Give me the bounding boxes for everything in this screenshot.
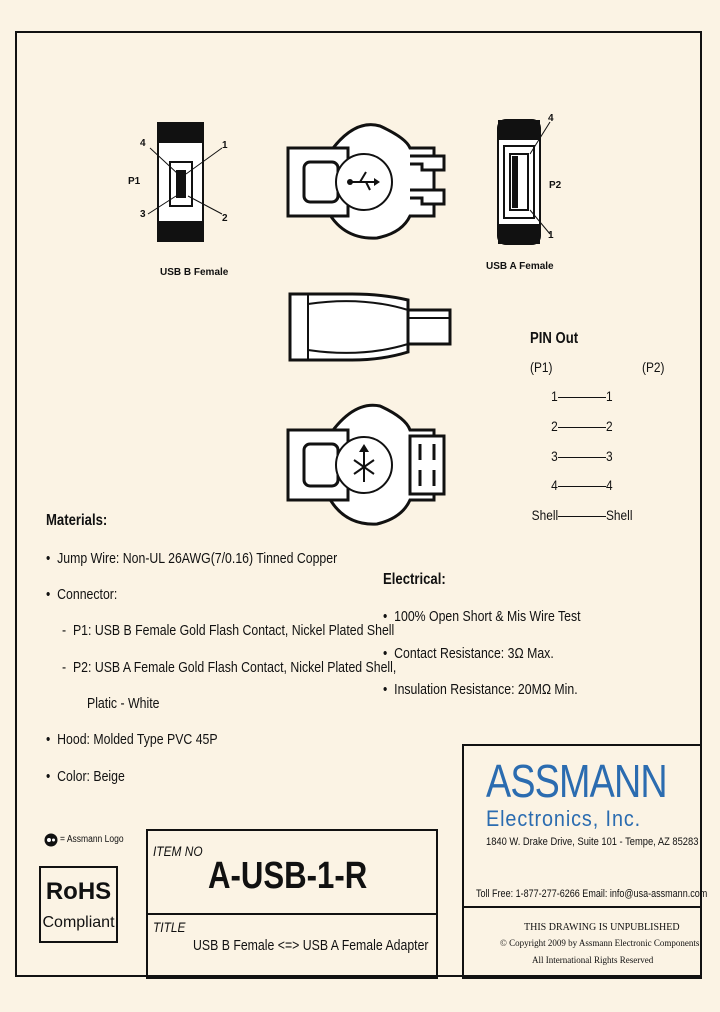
logo-note: = Assmann Logo: [60, 834, 124, 845]
item-no-value: A-USB-1-R: [208, 855, 368, 897]
pinout-row: [500, 388, 660, 406]
pinout-row: [500, 418, 660, 436]
item-no-label: ITEM NO: [153, 843, 203, 859]
pinout-p1-cell: 1: [551, 388, 558, 404]
title-label: TITLE: [153, 919, 186, 935]
pinout-wire: [558, 486, 606, 487]
unpublished-note: THIS DRAWING IS UNPUBLISHED: [524, 922, 680, 933]
pinout-row: [500, 448, 660, 466]
company-sub: Electronics, Inc.: [486, 806, 642, 831]
rights-note: All International Rights Reserved: [532, 955, 654, 965]
pinout-wire: [558, 427, 606, 428]
assmann-logo-icon: [44, 833, 58, 847]
pin-label-b3: 3: [140, 209, 146, 220]
materials-jump-wire-text: Jump Wire: Non-UL 26AWG(7/0.16) Tinned Copper: [57, 550, 338, 567]
company-address: 1840 W. Drake Drive, Suite 101 - Tempe, AZ 85283: [486, 836, 699, 848]
pinout-col-p1: (P1): [530, 359, 553, 375]
pin-label-a4: 4: [548, 113, 554, 124]
pin-label-b4: 4: [140, 138, 146, 149]
materials-color-text: Color: Beige: [57, 768, 125, 785]
electrical-item: • 100% Open Short & Mis Wire Test: [383, 608, 581, 625]
pinout-title: PIN Out: [530, 330, 579, 347]
pinout-wire: [558, 397, 606, 398]
electrical-item-text: 100% Open Short & Mis Wire Test: [394, 608, 581, 625]
rohs-title: RoHS: [45, 878, 112, 905]
usb-b-female-label: USB B Female: [160, 267, 229, 278]
pinout-wire: [558, 457, 606, 458]
pinout-p2-cell: Shell: [606, 507, 633, 523]
materials-jump-wire: • Jump Wire: Non-UL 26AWG(7/0.16) Tinned Copper: [46, 550, 338, 567]
materials-title: Materials:: [46, 512, 108, 529]
usb-a-female-label: USB A Female: [486, 261, 554, 272]
pinout-row: [500, 507, 660, 525]
pinout-p1-cell: 3: [551, 448, 558, 464]
copyright-icon: ©: [500, 938, 507, 948]
pinout-table: [500, 388, 680, 538]
electrical-item-text: Insulation Resistance: 20MΩ Min.: [394, 681, 578, 698]
pinout-row: [500, 477, 660, 495]
pinout-p1-cell: Shell: [531, 507, 558, 523]
materials-p2-text: P2: USB A Female Gold Flash Contact, Nickel Plated Shell,: [72, 659, 397, 676]
title-value: USB B Female <=> USB A Female Adapter: [193, 937, 429, 954]
materials-p1: - P1: USB B Female Gold Flash Contact, Nickel Plated Shell: [62, 622, 395, 639]
usb-b-face-drawing: [120, 118, 240, 258]
pinout-p1-cell: 2: [551, 418, 558, 434]
pin-label-b1: 1: [222, 140, 228, 151]
pinout-p2-cell: 1: [606, 388, 613, 404]
pin-label-b2: 2: [222, 213, 228, 224]
pinout-p2-cell: 3: [606, 448, 613, 464]
materials-color: • Color: Beige: [46, 768, 125, 785]
pinout-p2-cell: 4: [606, 477, 613, 493]
electrical-title: Electrical:: [383, 571, 446, 588]
company-block: [462, 744, 708, 979]
pinout-col-p2: (P2): [642, 359, 665, 375]
copyright-text: Copyright 2009 by Assmann Electronic Components: [509, 938, 700, 948]
materials-p2-cont: Platic - White: [87, 695, 160, 712]
copyright-note: [500, 938, 699, 948]
company-divider: [464, 906, 700, 908]
rohs-compliant: Compliant: [42, 914, 115, 931]
title-block-divider: [148, 913, 436, 915]
electrical-item-text: Contact Resistance: 3Ω Max.: [394, 645, 554, 662]
pin-label-a1: 1: [548, 230, 554, 241]
materials-hood: • Hood: Molded Type PVC 45P: [46, 731, 218, 748]
electrical-item: • Contact Resistance: 3Ω Max.: [383, 645, 554, 662]
materials-connector: • Connector:: [46, 586, 118, 603]
pinout-p2-cell: 2: [606, 418, 613, 434]
p2-label: P2: [549, 180, 562, 191]
pinout-p1-cell: 4: [551, 477, 558, 493]
materials-p1-text: P1: USB B Female Gold Flash Contact, Nickel Plated Shell: [72, 622, 395, 639]
p1-label: P1: [128, 176, 141, 187]
materials-hood-text: Hood: Molded Type PVC 45P: [57, 731, 218, 748]
materials-p2: - P2: USB A Female Gold Flash Contact, Nickel Plated Shell,: [62, 659, 397, 676]
adapter-side-view-drawing: [282, 282, 454, 374]
company-name: ASSMANN: [486, 755, 667, 807]
company-contact: Toll Free: 1-877-277-6266 Email: info@usa-assmann.com: [476, 888, 708, 900]
adapter-top-view-drawing: [282, 118, 452, 246]
electrical-item: • Insulation Resistance: 20MΩ Min.: [383, 681, 578, 698]
materials-connector-text: Connector:: [57, 586, 118, 603]
rohs-badge: [39, 866, 118, 943]
title-block: [146, 829, 438, 979]
pinout-wire: [558, 516, 606, 517]
adapter-bottom-view-drawing: [282, 400, 452, 530]
